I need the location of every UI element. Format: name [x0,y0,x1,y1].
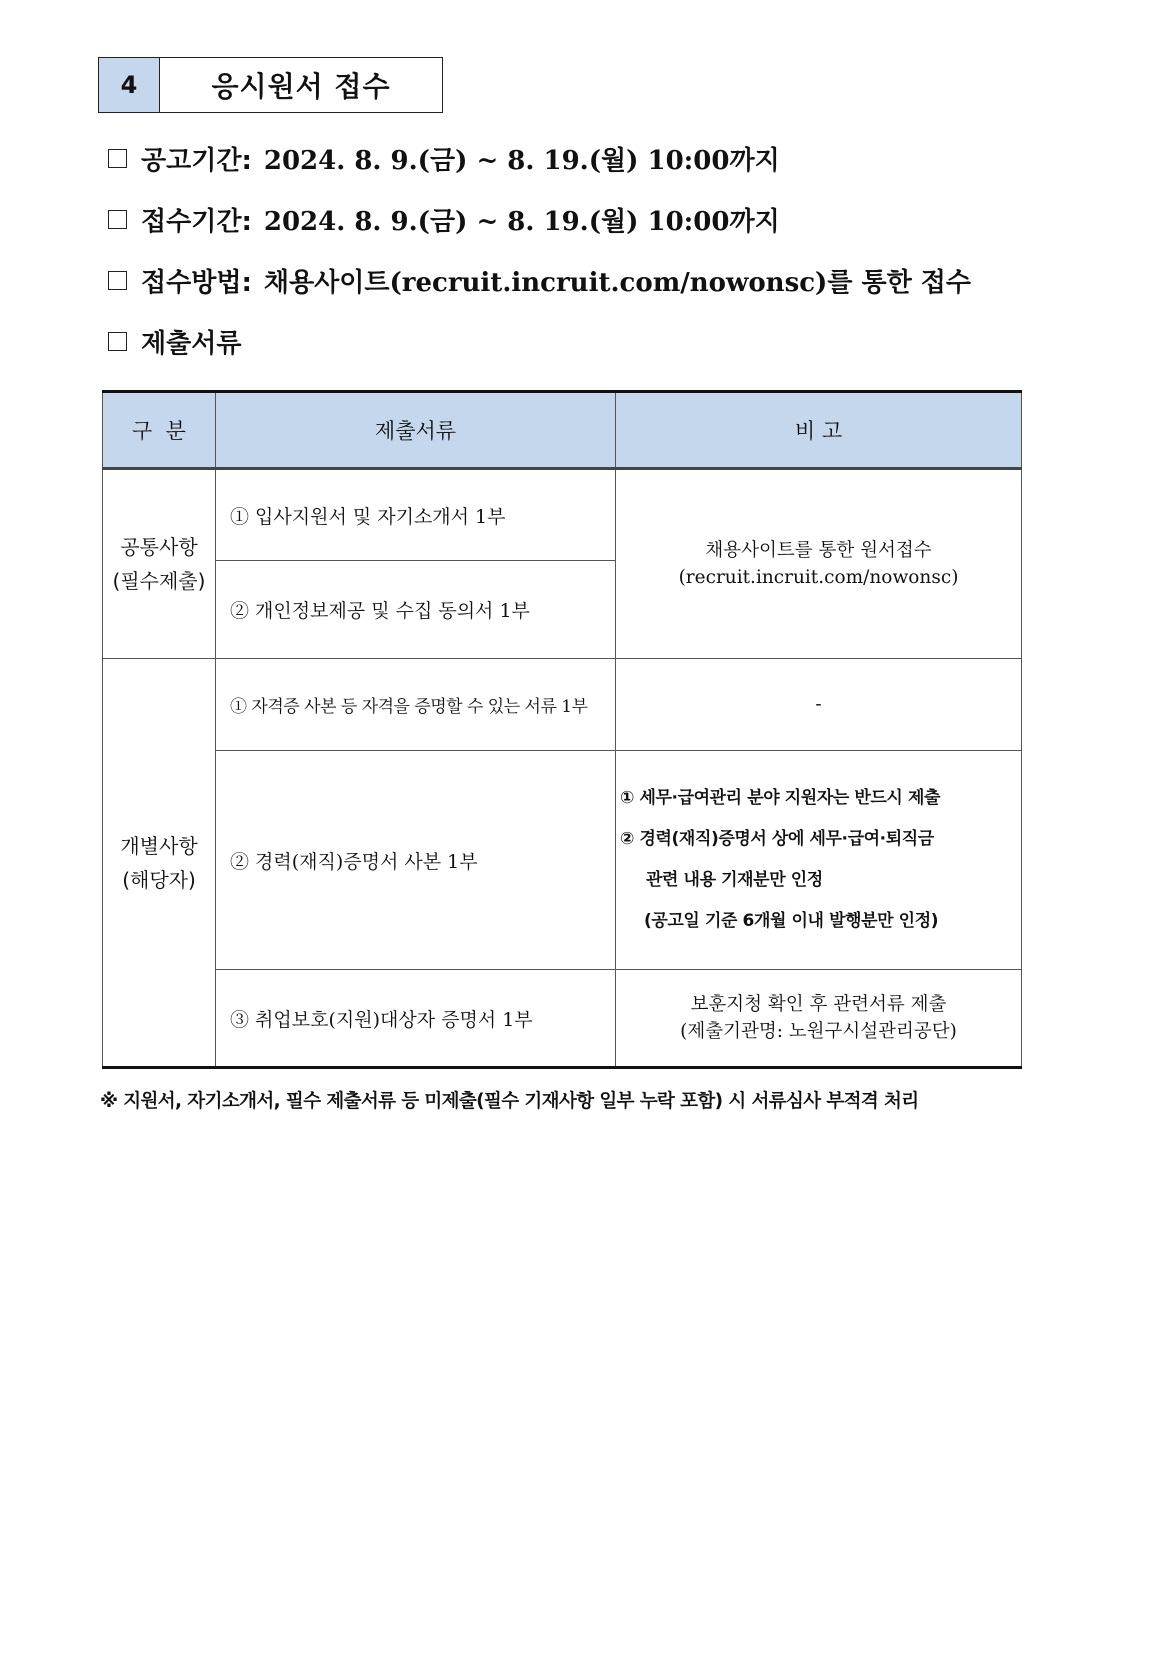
section-number: 4 [99,58,160,112]
bullet-label: 제출서류 [141,329,242,359]
checkbox-square-icon [108,332,127,351]
bullet-label: 접수방법: [141,268,252,298]
checkbox-square-icon [108,210,127,229]
document-cell: ① 입사지원서 및 자기소개서 1부 [216,469,616,561]
remarks-line: (recruit.incruit.com/nowonsc) [678,567,959,588]
document-cell: ③ 취업보호(지원)대상자 증명서 1부 [216,970,616,1068]
remarks-line: ① 세무·급여관리 분야 지원자는 반드시 제출 [620,788,941,808]
category-individual [103,659,216,1068]
category-common [103,469,216,659]
remarks-cell: - [616,659,1022,751]
bullet-required-documents [108,323,241,360]
document-cell: ① 자격증 사본 등 자격을 증명할 수 있는 서류 1부 [216,659,616,751]
category-sublabel: (해당자) [122,867,196,892]
bullet-label: 접수기간: [141,207,252,237]
checkbox-square-icon [108,149,127,168]
bullet-label: 공고기간: [141,146,252,176]
remarks-line: (제출기관명: 노원구시설관리공단) [680,1021,957,1042]
remarks-line: ② 경력(재직)증명서 상에 세무·급여·퇴직금 [620,829,934,849]
remarks-line: 관련 내용 기재분만 인정 [646,870,823,890]
table-row [103,970,1022,1068]
document-cell: ② 개인정보제공 및 수집 동의서 1부 [216,561,616,659]
column-header-category: 구 분 [103,392,216,469]
bullet-application-period [108,201,780,238]
table-row [103,469,1022,561]
column-header-remarks: 비 고 [616,392,1022,469]
bullet-value: 채용사이트(recruit.incruit.com/nowonsc)를 통한 접수 [263,268,972,298]
bullet-value: 2024. 8. 9.(금) ~ 8. 19.(월) 10:00까지 [263,207,780,237]
column-header-documents: 제출서류 [216,392,616,469]
category-label: 공통사항 [120,535,198,559]
remarks-line: 보훈지청 확인 후 관련서류 제출 [690,994,947,1015]
checkbox-square-icon [108,271,127,290]
table-row [103,659,1022,751]
bullet-announcement-period [108,140,780,177]
footnote: ※ 지원서, 자기소개서, 필수 제출서류 등 미제출(필수 기재사항 일부 누락 포함) 시 서류심사 부적격 처리 [100,1091,919,1112]
remarks-cell [616,469,1022,659]
remarks-line: 채용사이트를 통한 원서접수 [705,540,932,561]
remarks-line: (공고일 기준 6개월 이내 발행분만 인정) [644,911,939,931]
table-header-row [103,392,1022,469]
section-header [98,57,443,113]
table-row [103,751,1022,970]
bullet-application-method [108,262,971,299]
remarks-cell [616,751,1022,970]
section-title: 응시원서 접수 [211,70,391,103]
remarks-cell [616,970,1022,1068]
document-cell: ② 경력(재직)증명서 사본 1부 [216,751,616,970]
required-documents-table [102,390,1022,1069]
bullet-value: 2024. 8. 9.(금) ~ 8. 19.(월) 10:00까지 [263,146,780,176]
category-sublabel: (필수제출) [112,569,206,593]
category-label: 개별사항 [120,833,198,858]
